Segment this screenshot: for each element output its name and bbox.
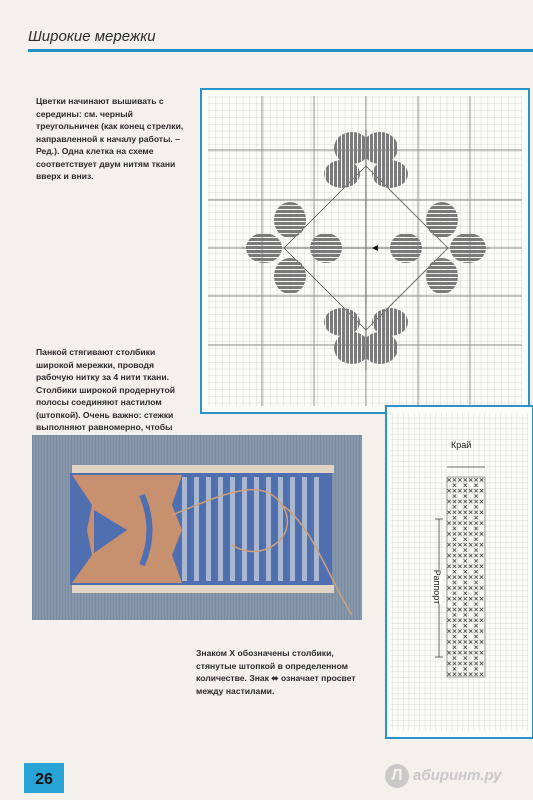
publisher-logo <box>385 764 525 790</box>
flower-chart <box>202 90 528 412</box>
caption-symbols: Знаком X обозначены столбики, стянутые штопкой в определенном количестве. Знак ⬌ означает просвет между настилами. <box>196 648 356 696</box>
page-header <box>28 28 533 45</box>
page-number: 26 <box>24 763 64 793</box>
repeat-label: Раппорт <box>432 569 443 605</box>
caption-flower-start: Цветки начинают вышивать с середины: см. черный треугольничек (как конец стрелки, направленной к началу работы. – Ред.). Одна клетка на схеме соответствует двум нитям ткани вверх и вниз. <box>36 96 184 181</box>
logo-text: абиринт.ру <box>413 767 502 784</box>
edge-label: Край <box>451 440 472 450</box>
flower-chart-panel <box>200 88 530 414</box>
caption-wide-hemstitch: Панкой стягивают столбики широкой мережки, проводя рабочую нитку за 4 нити ткани. Столбики широкой продернутой полосы соединяют настилом (штопкой). Очень важно: стежки выполняют равномерно, чтобы <box>36 347 176 432</box>
repeat-pattern-panel <box>385 405 533 739</box>
section-title: Широкие мережки <box>28 28 156 45</box>
logo-mark-icon: Л <box>385 764 409 788</box>
header-rule <box>28 49 533 52</box>
embroidery-photo <box>32 435 362 620</box>
